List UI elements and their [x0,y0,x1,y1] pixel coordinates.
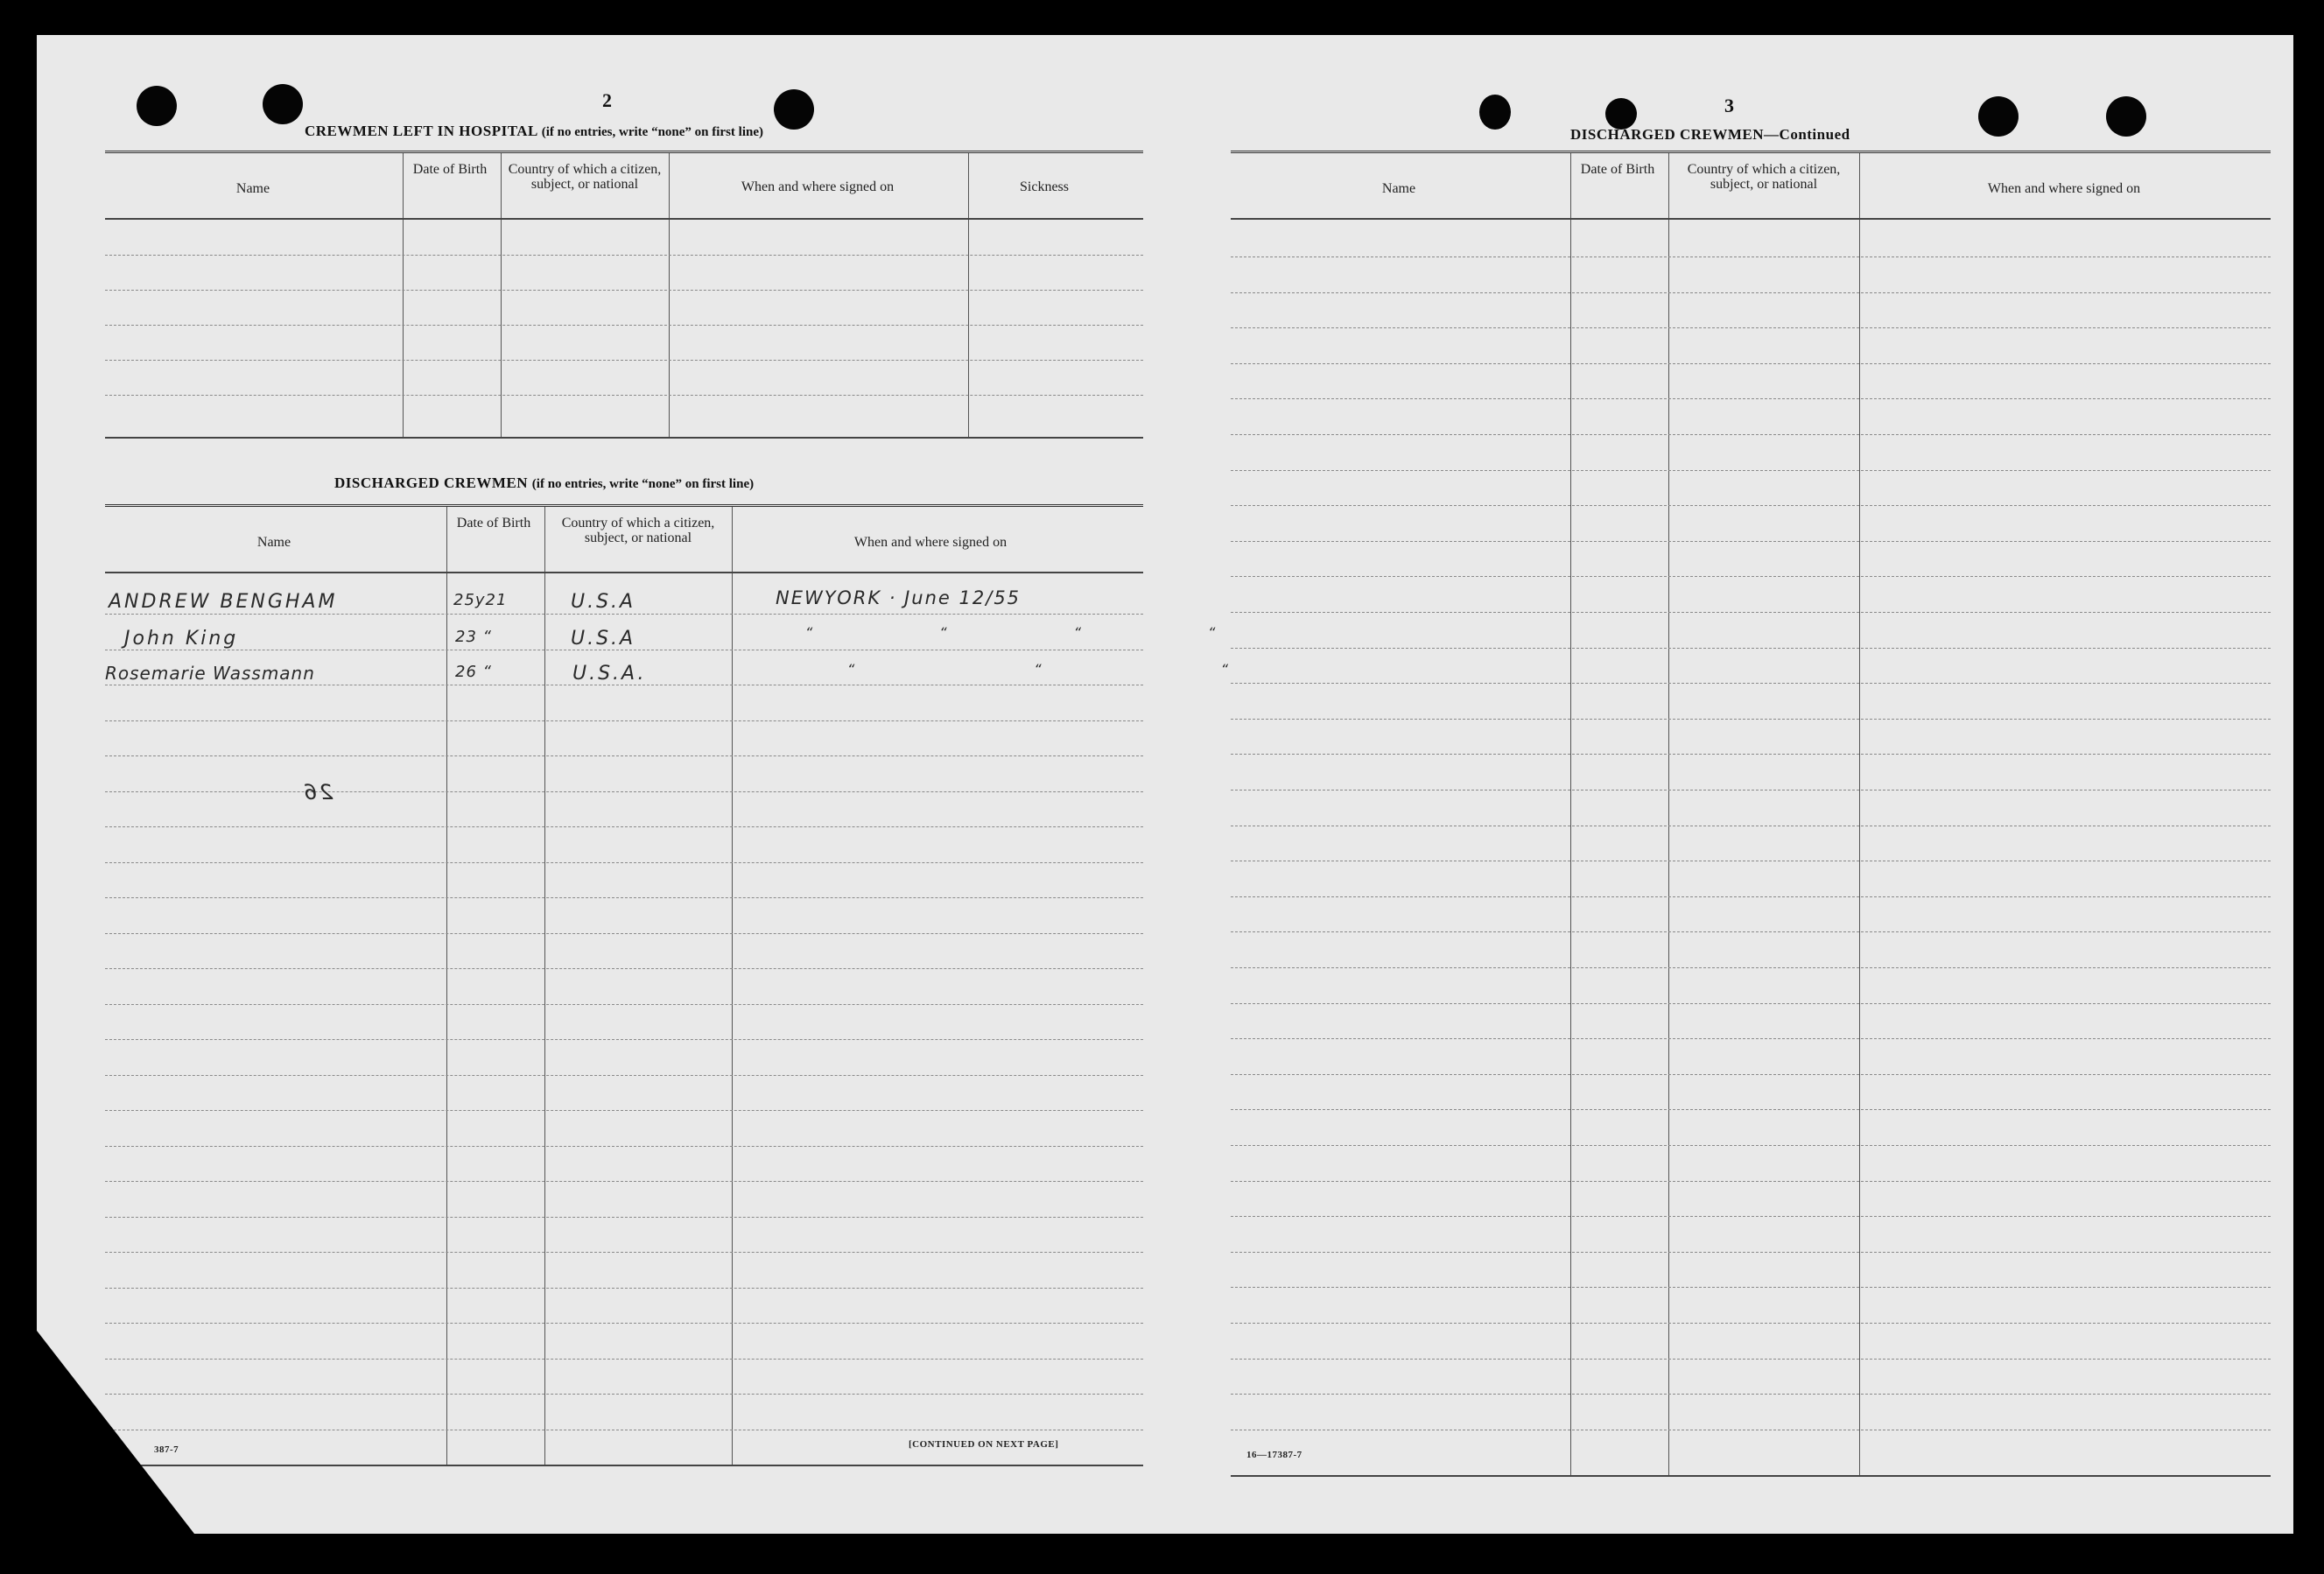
ruled-line [1231,612,2271,613]
col-divider [669,153,670,439]
discharged-instruction: (if no entries, write “none” on first line) [531,477,755,491]
discharged-continued-table [1231,151,2271,1482]
ruled-line [1231,790,2271,791]
ruled-line [105,897,1143,898]
ruled-line [1231,1359,2271,1360]
ruled-line [105,1004,1143,1005]
right-heading: DISCHARGED CREWMEN—Continued [1570,126,1850,143]
col-signed-on: When and where signed on [1987,181,2141,196]
ruled-line [105,1110,1143,1111]
ruled-line [105,1359,1143,1360]
col-divider [501,153,502,439]
col-country: Country of which a citizen, subject, or national [1687,162,1841,192]
ruled-line [105,614,1143,615]
ruled-line [1231,754,2271,755]
page-number-right: 3 [1724,95,1734,116]
col-divider [1859,153,1860,1477]
ruled-line [1231,576,2271,577]
hospital-heading [305,123,763,140]
ruled-line [1231,1109,2271,1110]
row3-country: U.S.A. [572,663,647,685]
col-dob: Date of Birth [1580,162,1655,177]
bottom-rule [1231,1475,2271,1477]
ruled-line [1231,1394,2271,1395]
row3-name: Rosemarie Wassmann [105,663,315,684]
punch-hole [263,84,303,124]
punch-hole [1605,98,1637,130]
form-code-left: 387-7 [154,1444,179,1455]
punch-hole [2106,96,2146,137]
ruled-line [1231,1145,2271,1146]
ruled-line [1231,541,2271,542]
row1-dob: 25y21 [453,591,508,609]
hospital-instruction: (if no entries, write “none” on first line) [541,125,763,139]
punch-hole [137,86,177,126]
discharged-title: DISCHARGED CREWMEN [334,474,529,491]
margin-note: 26 [301,780,334,805]
ruled-line [105,968,1143,969]
row1-country: U.S.A [571,591,636,613]
row2-name: John King [124,628,239,650]
ruled-line [1231,327,2271,328]
ruled-line [1231,1323,2271,1324]
header-rule [105,572,1143,573]
ruled-line [105,1252,1143,1253]
row1-name: ANDREW BENGHAM [109,591,338,613]
col-sickness: Sickness [1020,179,1069,194]
ruled-line [1231,1181,2271,1182]
document-sheet [37,35,2293,1534]
ruled-line [1231,1216,2271,1217]
ruled-line [105,755,1143,756]
col-divider [1668,153,1669,1477]
ruled-line [105,1039,1143,1040]
punch-hole [774,89,814,130]
punch-hole [1479,95,1511,130]
ruled-line [105,325,1143,326]
bottom-rule [105,1465,1143,1466]
bottom-rule [105,437,1143,439]
ruled-line [105,826,1143,827]
ruled-line [105,1323,1143,1324]
hospital-title: CREWMEN LEFT IN HOSPITAL [305,123,537,139]
ruled-line [1231,1252,2271,1253]
ruled-line [1231,1074,2271,1075]
header-rule [105,218,1143,220]
discharged-heading [334,474,754,492]
ruled-line [105,360,1143,361]
ruled-line [105,255,1143,256]
col-country: Country of which a citizen, subject, or national [508,162,662,192]
page-number-left: 2 [602,89,612,111]
col-name: Name [235,181,270,196]
ruled-line [1231,648,2271,649]
ruled-line [105,290,1143,291]
form-code-right: 16—17387-7 [1246,1450,1302,1460]
ruled-line [1231,967,2271,968]
punch-hole [1978,96,2019,137]
ruled-line [1231,256,2271,257]
col-signed-on: When and where signed on [741,179,895,194]
ruled-line [1231,1003,2271,1004]
row2-country: U.S.A [571,628,636,650]
ruled-line [1231,931,2271,932]
ruled-line [1231,505,2271,506]
ruled-line [105,1288,1143,1289]
col-dob: Date of Birth [456,516,531,531]
col-country: Country of which a citizen, subject, or national [561,516,715,545]
ruled-line [105,1146,1143,1147]
col-divider [968,153,969,439]
row2-signed: “ “ “ “ [805,624,1277,641]
ruled-line [1231,683,2271,684]
ruled-line [105,720,1143,721]
header-rule [1231,218,2271,220]
row3-dob: 26 “ [455,663,492,681]
col-name: Name [1381,181,1416,196]
ruled-line [1231,292,2271,293]
ruled-line [1231,470,2271,471]
ruled-line [1231,434,2271,435]
col-signed-on: When and where signed on [853,535,1008,550]
ruled-line [1231,1287,2271,1288]
ruled-line [105,1394,1143,1395]
ruled-line [105,862,1143,863]
col-name: Name [256,535,291,550]
ruled-line [105,933,1143,934]
ruled-line [1231,398,2271,399]
ruled-line [105,1217,1143,1218]
row2-dob: 23 “ [455,628,492,646]
ruled-line [105,791,1143,792]
col-divider [1570,153,1571,1477]
ruled-line [1231,363,2271,364]
ruled-line [1231,1038,2271,1039]
row3-signed: “ “ “ [847,661,1316,678]
hospital-table [105,151,1143,444]
ruled-line [1231,896,2271,897]
continued-note: [CONTINUED ON NEXT PAGE] [909,1439,1059,1450]
col-divider [403,153,404,439]
ruled-line [105,1075,1143,1076]
col-dob: Date of Birth [412,162,488,177]
row1-signed: NEWYORK · June 12/55 [776,587,1022,608]
ruled-line [105,1181,1143,1182]
ruled-line [1231,719,2271,720]
ruled-line [105,395,1143,396]
